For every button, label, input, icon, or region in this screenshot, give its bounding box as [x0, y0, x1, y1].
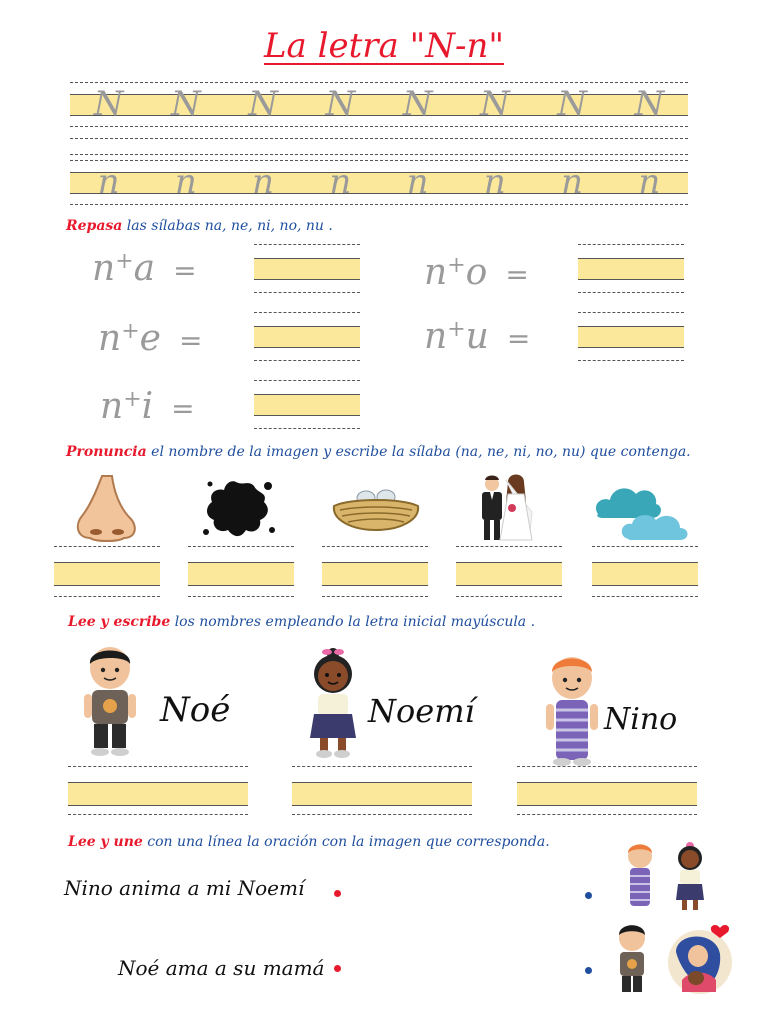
syllable-equation-ni: n+i =: [100, 386, 195, 427]
guide-line: [70, 138, 688, 139]
trace-letter-uppercase: N: [171, 84, 201, 124]
trace-letter-lowercase: n: [483, 162, 506, 202]
syllable-equation-no: n+o =: [424, 252, 529, 293]
bride-groom-picture: [472, 472, 544, 544]
name-noe: Noé: [160, 690, 231, 730]
boy-nino-picture: [542, 652, 602, 766]
ink-stain-picture: [198, 474, 276, 544]
instruction-lee-y-escribe: Lee y escribe los nombres empleando la letra inicial mayúscula .: [68, 614, 536, 630]
nest-picture: [330, 484, 422, 534]
trace-letter-lowercase: n: [252, 162, 275, 202]
boy-noe-picture: [80, 642, 140, 758]
answer-box-ink[interactable]: [188, 546, 294, 592]
answer-box-couple[interactable]: [456, 546, 562, 592]
instruction-lee-y-une: Lee y une con una línea la oración con la imagen que corresponda.: [68, 834, 550, 850]
nino-noemi-picture: [618, 840, 714, 914]
match-dot-image-1[interactable]: [585, 892, 592, 899]
answer-box-name-noemi[interactable]: [292, 766, 472, 812]
trace-letter-uppercase: N: [248, 84, 278, 124]
answer-box-clouds[interactable]: [592, 546, 698, 592]
trace-letter-uppercase: N: [480, 84, 510, 124]
answer-box-nose[interactable]: [54, 546, 160, 592]
match-dot-image-2[interactable]: [585, 967, 592, 974]
trace-letter-lowercase: n: [561, 162, 584, 202]
trace-letter-uppercase: N: [557, 84, 587, 124]
trace-letter-uppercase: N: [93, 84, 124, 124]
nose-picture: [72, 472, 142, 544]
answer-box-nest[interactable]: [322, 546, 428, 592]
instruction-repasa: Repasa las sílabas na, ne, ni, no, nu .: [66, 218, 333, 234]
trace-band-lowercase: [70, 160, 688, 206]
clouds-picture: [592, 480, 696, 544]
trace-letter-lowercase: n: [97, 162, 120, 202]
match-dot-sentence-1[interactable]: [334, 890, 341, 897]
trace-letter-lowercase: n: [406, 162, 429, 202]
name-nino: Nino: [604, 702, 678, 737]
answer-box-no[interactable]: [578, 244, 684, 286]
answer-box-na[interactable]: [254, 244, 360, 286]
page-title: La letra "N-n": [263, 26, 505, 66]
trace-letter-uppercase: N: [634, 84, 665, 124]
match-dot-sentence-2[interactable]: [334, 965, 341, 972]
trace-letter-lowercase: n: [638, 162, 661, 202]
trace-letter-uppercase: N: [325, 84, 356, 124]
trace-band-uppercase: [70, 82, 688, 128]
noe-mother-picture: [612, 922, 734, 1002]
answer-box-nu[interactable]: [578, 312, 684, 354]
answer-box-name-noe[interactable]: [68, 766, 248, 812]
answer-box-ne[interactable]: [254, 312, 360, 354]
trace-letter-uppercase: N: [402, 84, 433, 124]
sentence-1: Nino anima a mi Noemí: [64, 876, 305, 900]
syllable-equation-nu: n+u =: [424, 316, 531, 357]
answer-box-name-nino[interactable]: [517, 766, 697, 812]
girl-noemi-picture: [304, 644, 362, 760]
guide-line: [70, 154, 688, 155]
syllable-equation-ne: n+e =: [98, 318, 203, 359]
trace-letter-lowercase: n: [174, 162, 197, 202]
answer-box-ni[interactable]: [254, 380, 360, 422]
trace-letter-lowercase: n: [329, 162, 352, 202]
sentence-2: Noé ama a su mamá: [118, 956, 325, 980]
name-noemi: Noemí: [368, 692, 475, 730]
syllable-equation-na: n+a =: [92, 248, 197, 289]
instruction-pronuncia: Pronuncia el nombre de la imagen y escribe la sílaba (na, ne, ni, no, nu) que contenga.: [66, 444, 691, 460]
